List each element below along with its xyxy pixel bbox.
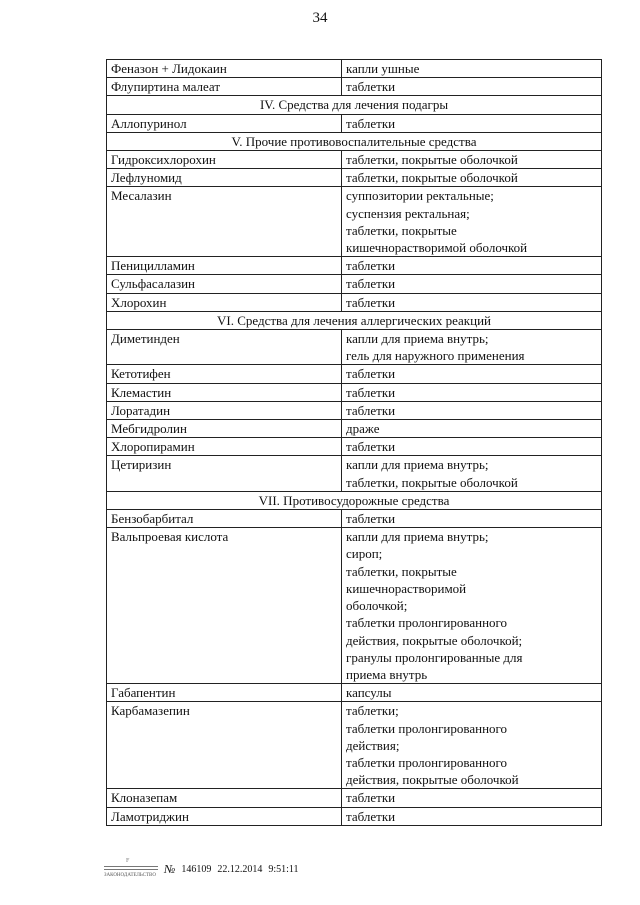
- drug-name: Вальпроевая кислота: [107, 528, 342, 684]
- drug-name: Хлорохин: [107, 293, 342, 311]
- dosage-form-line: суппозитории ректальные;: [346, 188, 494, 204]
- drug-row: [107, 114, 602, 132]
- drug-name: Ламотриджин: [107, 807, 342, 825]
- section-header-row: [107, 311, 602, 329]
- drug-row: [107, 169, 602, 187]
- drug-row: [107, 60, 602, 78]
- dosage-form-line: таблетки: [346, 276, 396, 292]
- drug-row: [107, 293, 602, 311]
- drug-table: [106, 59, 602, 826]
- dosage-form-line: капли для приема внутрь;: [346, 457, 489, 473]
- dosage-forms: [342, 420, 602, 438]
- dosage-form-line: таблетки пролонгированного: [346, 615, 508, 631]
- drug-row: [107, 702, 602, 789]
- dosage-forms: [342, 330, 602, 365]
- dosage-form-line: суспензия ректальная;: [346, 205, 470, 221]
- dosage-forms: [342, 702, 602, 789]
- dosage-forms: [342, 510, 602, 528]
- dosage-form-line: таблетки: [346, 384, 396, 400]
- dosage-forms: [342, 401, 602, 419]
- drug-name: Флупиртина малеат: [107, 78, 342, 96]
- drug-row: [107, 438, 602, 456]
- document-time: 9:51:11: [268, 863, 299, 875]
- dosage-form-line: действия;: [346, 737, 400, 753]
- dosage-form-line: оболочкой;: [346, 598, 408, 614]
- drug-row: [107, 510, 602, 528]
- drug-name: Хлоропирамин: [107, 438, 342, 456]
- dosage-forms: [342, 187, 602, 257]
- dosage-forms: [342, 383, 602, 401]
- dosage-form-line: таблетки: [346, 79, 396, 95]
- dosage-forms: [342, 293, 602, 311]
- dosage-form-line: таблетки, покрытые: [346, 222, 457, 238]
- registry-stamp-icon: F ЗАКОНОДАТЕЛЬСТВО: [104, 858, 157, 878]
- drug-row: [107, 187, 602, 257]
- section-header-row: [107, 491, 602, 509]
- section-title: VI. Средства для лечения аллергических реакций: [107, 311, 602, 329]
- drug-name: Пеницилламин: [107, 257, 342, 275]
- drug-row: [107, 456, 602, 491]
- drug-name: Клоназепам: [107, 789, 342, 807]
- drug-name: Аллопуринол: [107, 114, 342, 132]
- dosage-form-line: таблетки пролонгированного: [346, 720, 508, 736]
- drug-name: Габапентин: [107, 684, 342, 702]
- number-sign: №: [164, 861, 176, 876]
- dosage-forms: [342, 365, 602, 383]
- section-header-row: [107, 96, 602, 114]
- dosage-form-line: таблетки, покрытые оболочкой: [346, 474, 518, 490]
- drug-row: [107, 330, 602, 365]
- drug-name: Лефлуномид: [107, 169, 342, 187]
- dosage-form-line: сироп;: [346, 546, 383, 562]
- document-footer: [104, 858, 299, 880]
- dosage-form-line: таблетки: [346, 790, 396, 806]
- drug-row: [107, 401, 602, 419]
- dosage-form-line: таблетки, покрытые оболочкой: [346, 152, 518, 168]
- drug-name: Бензобарбитал: [107, 510, 342, 528]
- drug-name: Феназон + Лидокаин: [107, 60, 342, 78]
- document-date: 22.12.2014: [217, 863, 263, 875]
- dosage-form-line: действия, покрытые оболочкой: [346, 772, 519, 788]
- drug-name: Кетотифен: [107, 365, 342, 383]
- drug-name: Лоратадин: [107, 401, 342, 419]
- drug-name: Клемастин: [107, 383, 342, 401]
- dosage-forms: [342, 257, 602, 275]
- stamp-text: ЗАКОНОДАТЕЛЬСТВО: [104, 873, 157, 878]
- section-title: V. Прочие противовоспалительные средства: [107, 132, 602, 150]
- dosage-form-line: капли для приема внутрь;: [346, 529, 489, 545]
- dosage-form-line: таблетки, покрытые: [346, 563, 457, 579]
- dosage-form-line: гранулы пролонгированные для: [346, 649, 523, 665]
- dosage-forms: [342, 789, 602, 807]
- section-header-row: [107, 132, 602, 150]
- dosage-form-line: таблетки: [346, 115, 396, 131]
- drug-row: [107, 151, 602, 169]
- dosage-forms: [342, 807, 602, 825]
- drug-name: Сульфасалазин: [107, 275, 342, 293]
- dosage-form-line: таблетки: [346, 294, 396, 310]
- dosage-forms: [342, 528, 602, 684]
- drug-name: Мебгидролин: [107, 420, 342, 438]
- drug-row: [107, 365, 602, 383]
- dosage-form-line: таблетки: [346, 808, 396, 824]
- drug-row: [107, 383, 602, 401]
- dosage-form-line: капли ушные: [346, 61, 420, 76]
- drug-row: [107, 275, 602, 293]
- drug-row: [107, 257, 602, 275]
- drug-name: Цетиризин: [107, 456, 342, 491]
- dosage-forms: [342, 684, 602, 702]
- dosage-form-line: таблетки пролонгированного: [346, 754, 508, 770]
- dosage-forms: [342, 438, 602, 456]
- dosage-forms: [342, 456, 602, 491]
- drug-name: Диметинден: [107, 330, 342, 365]
- section-title: VII. Противосудорожные средства: [107, 491, 602, 509]
- dosage-form-line: таблетки: [346, 366, 396, 382]
- dosage-forms: [342, 151, 602, 169]
- drug-row: [107, 807, 602, 825]
- drug-row: [107, 528, 602, 684]
- dosage-form-line: таблетки: [346, 511, 396, 527]
- drug-table-body: [107, 60, 602, 826]
- dosage-forms: [342, 114, 602, 132]
- dosage-form-line: кишечнорастворимой оболочкой: [346, 240, 528, 256]
- drug-row: [107, 789, 602, 807]
- dosage-form-line: кишечнорастворимой: [346, 580, 467, 596]
- section-title: IV. Средства для лечения подагры: [107, 96, 602, 114]
- dosage-form-line: таблетки: [346, 402, 396, 418]
- dosage-form-line: драже: [346, 421, 380, 437]
- dosage-form-line: гель для наружного применения: [346, 348, 525, 364]
- dosage-form-line: приема внутрь: [346, 666, 428, 682]
- drug-name: Карбамазепин: [107, 702, 342, 789]
- page-number: 34: [312, 10, 328, 26]
- dosage-forms: [342, 275, 602, 293]
- dosage-form-line: таблетки, покрытые оболочкой: [346, 170, 518, 186]
- document-number: 146109: [181, 863, 212, 875]
- drug-name: Месалазин: [107, 187, 342, 257]
- dosage-form-line: таблетки;: [346, 703, 399, 719]
- dosage-form-line: действия, покрытые оболочкой;: [346, 632, 523, 648]
- drug-row: [107, 78, 602, 96]
- dosage-forms: [342, 78, 602, 96]
- dosage-form-line: капсулы: [346, 685, 392, 701]
- drug-row: [107, 684, 602, 702]
- dosage-form-line: капли для приема внутрь;: [346, 331, 489, 347]
- dosage-forms: [342, 60, 602, 78]
- drug-row: [107, 420, 602, 438]
- drug-name: Гидроксихлорохин: [107, 151, 342, 169]
- dosage-form-line: таблетки: [346, 258, 396, 274]
- dosage-form-line: таблетки: [346, 439, 396, 455]
- dosage-forms: [342, 169, 602, 187]
